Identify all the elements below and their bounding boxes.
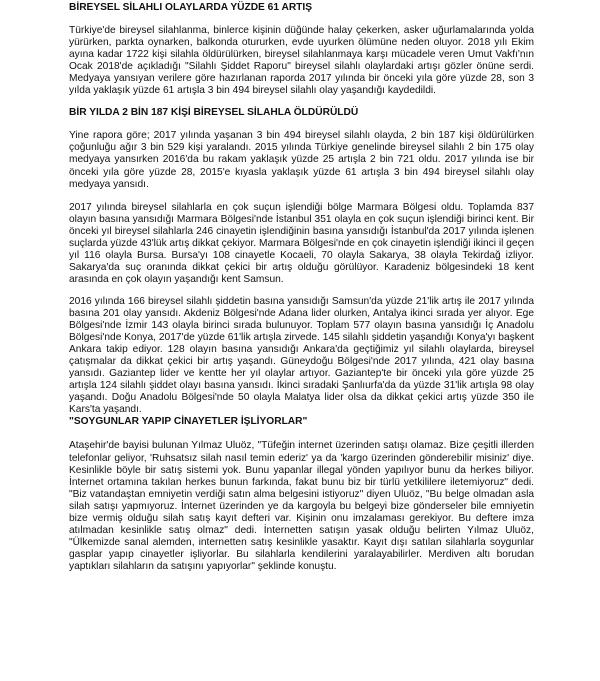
paragraph-regional-breakdown: 2016 yılında 166 bireysel silahlı şiddetin basına yansıdığı Samsun'da yüzde 21'lik artış ile 2017 yılında basına 201 olay yansıdı. Akdeniz Bölgesi'nde Adana lider olurken, Antalya ikinci sırada yer alıyor. Ege Bölgesi'nde İzmir 143 olayla birinci sırada bulunuyor. Toplam 577 olayın basına yansıdığı İç Anadolu Bölgesi'nde Konya, 2017'de yüzde 61'lik artışla zirvede. 145 silahlı şiddetin yaşandığı Konya'yı başkent Ankara takip ediyor. 128 olayın basına yansıdığı Ankara'da geçtiğimiz yıl silahlı olaylarda, bireysel çatışmalar da dikkat çekici bir artış yaşandı. Güneydoğu Bölgesi'nde 2017 yılında, 421 olay basına yansıdı. Gaziantep lider ve kentte her yıl olaylar artıyor. Gaziantep'te bir önceki yıla göre yüzde 25 artışla 124 silahlı şiddet olayı basına yansıdı. İkinci sıradaki Şanlıurfa'da da yüzde 31'lik artışla 98 olay yaşandı. Doğu Anadolu Bölgesi'nde 50 olayla Malatya lider olsa da dikkat çekici artış yüzde 350 ile Kars'ta yaşandı. <box>69 295 534 416</box>
heading-killed-in-one-year: BİR YILDA 2 BİN 187 KİŞİ BİREYSEL SİLAHLA ÖLDÜRÜLDÜ <box>69 107 359 119</box>
heading-robberies-murders: "SOYGUNLAR YAPIP CİNAYETLER İŞLİYORLAR" <box>69 416 308 428</box>
paragraph-2017-statistics: Yine rapora göre; 2017 yılında yaşanan 3 bin 494 bireysel silahlı olayda, 2 bin 187 kişi öldürülürken çoğunluğu ağır 3 bin 529 kişi yaralandı. 2015 yılında Türkiye genelinde bireysel silahlı 2 bin 175 olay medyaya yansırken 2016'da bu rakam yaklaşık yüzde 25 artışla 2 bin 721 oldu. 2017 yılında ise bir önceki yıla göre yüzde 28, 2015'e kıyasla yaklaşık yüzde 61 artışla 3 bin 494 bireysel silahlı olay medyaya yansıdı. <box>69 130 534 190</box>
paragraph-dealer-interview: Ataşehir'de bayisi bulunan Yılmaz Uluöz, "Tüfeğin internet üzerinden satışı olamaz. Bize çeşitli illerden telefonlar geliyor, 'Ruhsatsız silah nasıl temin ederiz' ya da 'kargo üzerinden gönderebilir misiniz' diye. Kesinlikle böyle bir satış sistemi yok. Bunu yapanlar illegal yönden yapılıyor bunu da herkes biliyor. İnternet ortamına takılan herkes bunun farkında, fakat bunu biz bir türlü yetkililere iletemiyoruz" dedi. "Biz vatandaştan emniyetin verdiği satın alma belgesini istiyoruz" diyen Uluöz, "Bu belge olmadan asla silah satışı yapmıyoruz. İnternet üzerinden ye da kargoyla bu belgeyi bize gönderseler bile emniyetin bize vermiş olduğu silah satış kayıt defteri var. Kişinin onu imzalaması gerekiyor. Bu deftere imza atılmadan kesinlikle satış olmaz" dedi. İnternetten satışın yasak olduğu belirten Yılmaz Uluöz, "Ülkemizde sanal alemden, internetten satış kesinlikle yasaktır. Kayıt dışı satılan silahlarla soygunlar gasplar yapıp cinayetler işliyorlar. Bu silahlarla kendilerini yaralayabilirler. Merdiven altı borudan yaptıkları silahların da satışını yapıyorlar" şeklinde konuştu. <box>69 440 534 572</box>
heading-armed-incidents-increase: BİREYSEL SİLAHLI OLAYLARDA YÜZDE 61 ARTIŞ <box>69 2 313 13</box>
paragraph-individual-armament: Türkiye'de bireysel silahlanma, binlerce kişinin düğünde halay çekerken, asker uğurlamalarında yolda yürürken, parkta oynarken, balkonda otururken, evde uyurken ölümüne neden oluyor. 2018 yılı Ekim ayına kadar 1722 kişi silahla öldürülürken, bireysel silahlanmaya karşı mücadele veren Umut Vakfı'nın Ocak 2018'de açıkladığı "Silahlı Şiddet Raporu" bireysel silahlı olaylardaki artışı gözler önüne serdi. Medyaya yansıyan verilere göre hazırlanan raporda 2017 yılında bir önceki yıla göre yüzde 28, son 3 yılda yaklaşık yüzde 61 artışla 3 bin 494 bireysel silahlı olay yaşandığı kaydedildi. <box>69 25 534 97</box>
paragraph-marmara-region: 2017 yılında bireysel silahlarla en çok suçun işlendiği bölge Marmara Bölgesi oldu. Toplamda 837 olayın basına yansıdığı Marmara Bölgesi'nde İstanbul 351 olayla en çok suçun işlendiği birinci kent. Bir önceki yıl bireysel silahlarla 246 cinayetin işlendiğinin basına yansıdığı İstanbul'da 2017 yılında işlenen suçlarda yüzde 43'lük artış dikkat çekiyor. Marmara Bölgesi'nde en çok cinayetin işlendiği ikinci il geçen yıl 116 olayla Bursa. Bursa'yı 108 cinayetle Kocaeli, 70 olayla Sakarya, 38 olayla Tekirdağ izliyor. Sakarya'da suç oranında dikkat çekici bir artış olduğu görülüyor. Karadeniz bölgesindeki 18 kent arasında en çok olayın yaşandığı kent Samsun. <box>69 201 534 285</box>
